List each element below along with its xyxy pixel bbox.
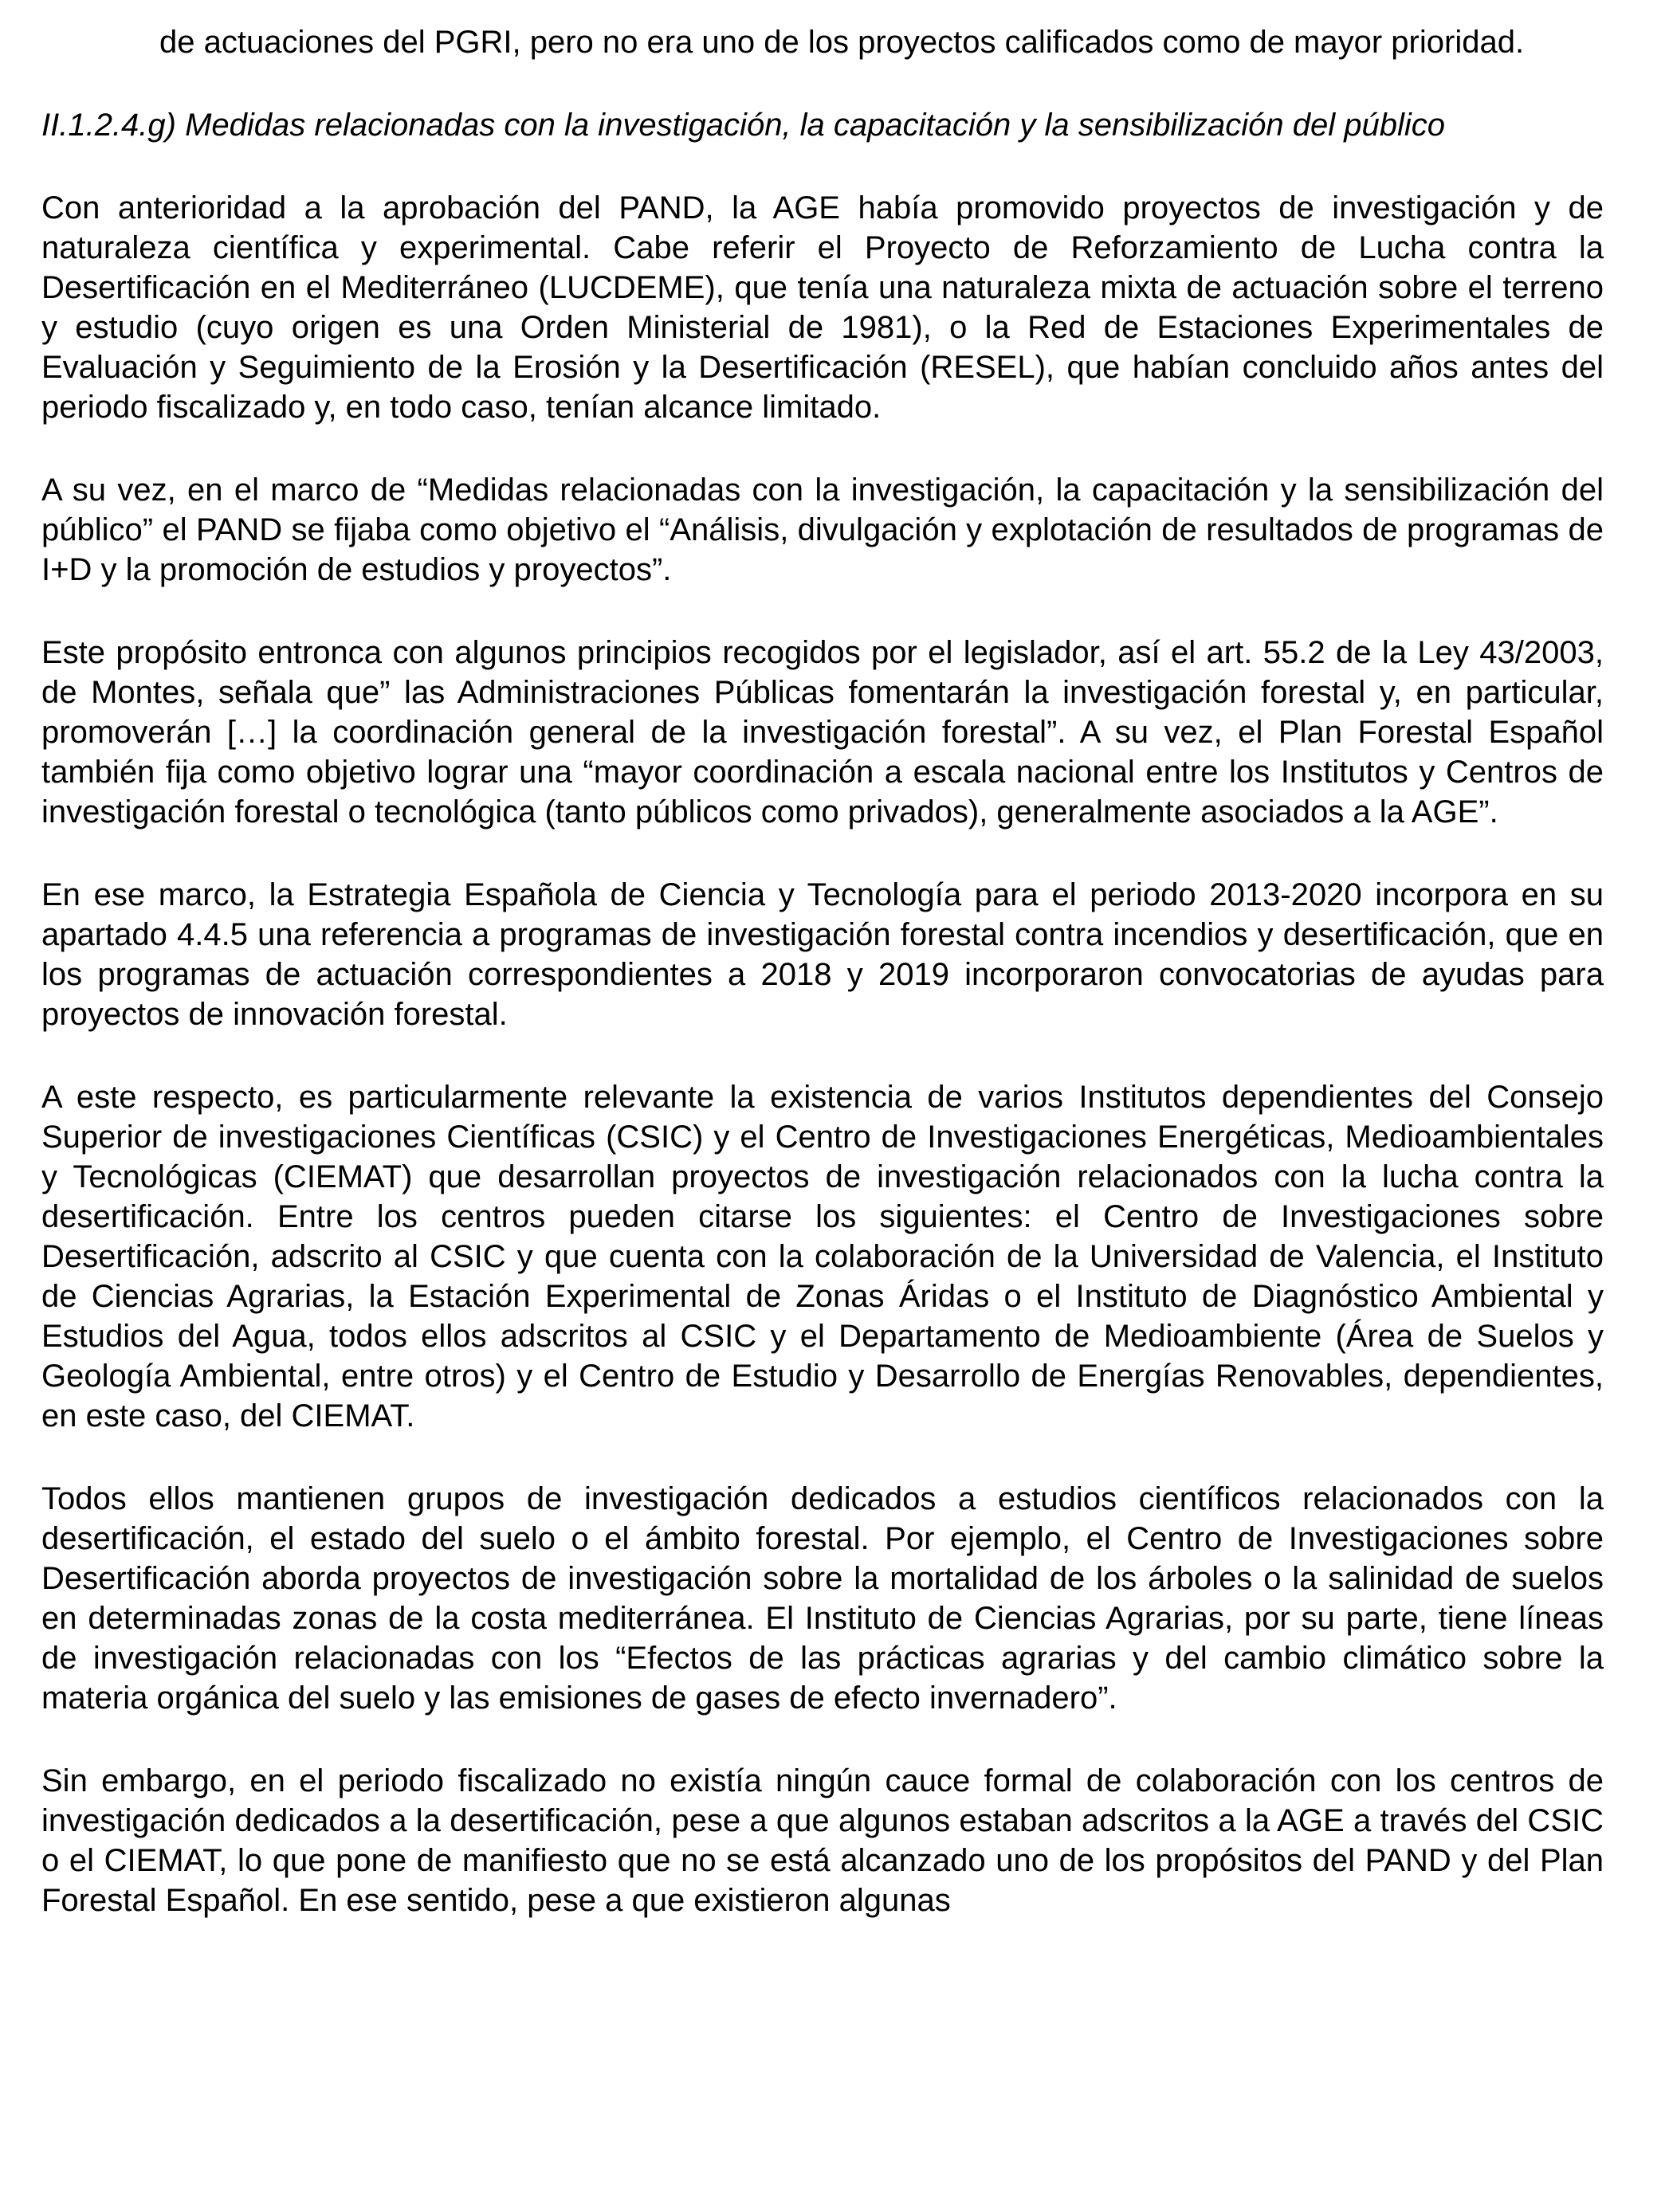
body-paragraph: Con anterioridad a la aprobación del PAND, la AGE había promovido proyectos de investigación y de naturaleza científica y experimental. Cabe referir el Proyecto de Reforzamiento de Lucha contra la Desertificación en el Mediterráneo (LUCDEME), que tenía una naturaleza mixta de actuación sobre el terreno y estudio (cuyo origen es una Orden Ministerial de 1981), o la Red de Estaciones Experimentales de Evaluación y Seguimiento de la Erosión y la Desertificación (RESEL), que habían concluido años antes del periodo fiscalizado y, en todo caso, tenían alcance limitado. bbox=[41, 190, 1604, 425]
document-page bbox=[41, 22, 1604, 1920]
body-paragraph: Este propósito entronca con algunos principios recogidos por el legislador, así el art. 55.2 de la Ley 43/2003, de Montes, señala que” las Administraciones Públicas fomentarán la investigación forestal y, en particular, promoverán […] la coordinación general de la investigación forestal”. A su vez, el Plan Forestal Español también fija como objetivo lograr una “mayor coordinación a escala nacional entre los Institutos y Centros de investigación forestal o tecnológica (tanto públicos como privados), generalmente asociados a la AGE”. bbox=[41, 635, 1604, 830]
body-paragraph: A este respecto, es particularmente relevante la existencia de varios Institutos dependientes del Consejo Superior de investigaciones Científicas (CSIC) y el Centro de Investigaciones Energéticas, Medioambientales y Tecnológicas (CIEMAT) que desarrollan proyectos de investigación relacionados con la lucha contra la desertificación. Entre los centros pueden citarse los siguientes: el Centro de Investigaciones sobre Desertificación, adscrito al CSIC y que cuenta con la colaboración de la Universidad de Valencia, el Instituto de Ciencias Agrarias, la Estación Experimental de Zonas Áridas o el Instituto de Diagnóstico Ambiental y Estudios del Agua, todos ellos adscritos al CSIC y el Departamento de Medioambiente (Área de Suelos y Geología Ambiental, entre otros) y el Centro de Estudio y Desarrollo de Energías Renovables, dependientes, en este caso, del CIEMAT. bbox=[41, 1080, 1604, 1433]
continuation-paragraph: de actuaciones del PGRI, pero no era uno de los proyectos calificados como de mayor prioridad. bbox=[159, 25, 1525, 60]
body-paragraph: Todos ellos mantienen grupos de investigación dedicados a estudios científicos relacionados con la desertificación, el estado del suelo o el ámbito forestal. Por ejemplo, el Centro de Investigaciones sobre Desertificación aborda proyectos de investigación sobre la mortalidad de los árboles o la salinidad de suelos en determinadas zonas de la costa mediterránea. El Instituto de Ciencias Agrarias, por su parte, tiene líneas de investigación relacionadas con los “Efectos de las prácticas agrarias y del cambio climático sobre la materia orgánica del suelo y las emisiones de gases de efecto invernadero”. bbox=[41, 1481, 1604, 1716]
section-heading: II.1.2.4.g) Medidas relacionadas con la investigación, la capacitación y la sensibilización del público bbox=[41, 108, 1446, 143]
body-paragraph: Sin embargo, en el periodo fiscalizado no existía ningún cauce formal de colaboración con los centros de investigación dedicados a la desertificación, pese a que algunos estaban adscritos a la AGE a través del CSIC o el CIEMAT, lo que pone de manifiesto que no se está alcanzado uno de los propósitos del PAND y del Plan Forestal Español. En ese sentido, pese a que existieron algunas bbox=[41, 1763, 1604, 1918]
body-paragraph: En ese marco, la Estrategia Española de Ciencia y Tecnología para el periodo 2013-2020 incorpora en su apartado 4.4.5 una referencia a programas de investigación forestal contra incendios y desertificación, que en los programas de actuación correspondientes a 2018 y 2019 incorporaron convocatorias de ayudas para proyectos de innovación forestal. bbox=[41, 877, 1604, 1032]
body-paragraph: A su vez, en el marco de “Medidas relacionadas con la investigación, la capacitación y la sensibilización del público” el PAND se fijaba como objetivo el “Análisis, divulgación y explotación de resultados de programas de I+D y la promoción de estudios y proyectos”. bbox=[41, 473, 1604, 587]
